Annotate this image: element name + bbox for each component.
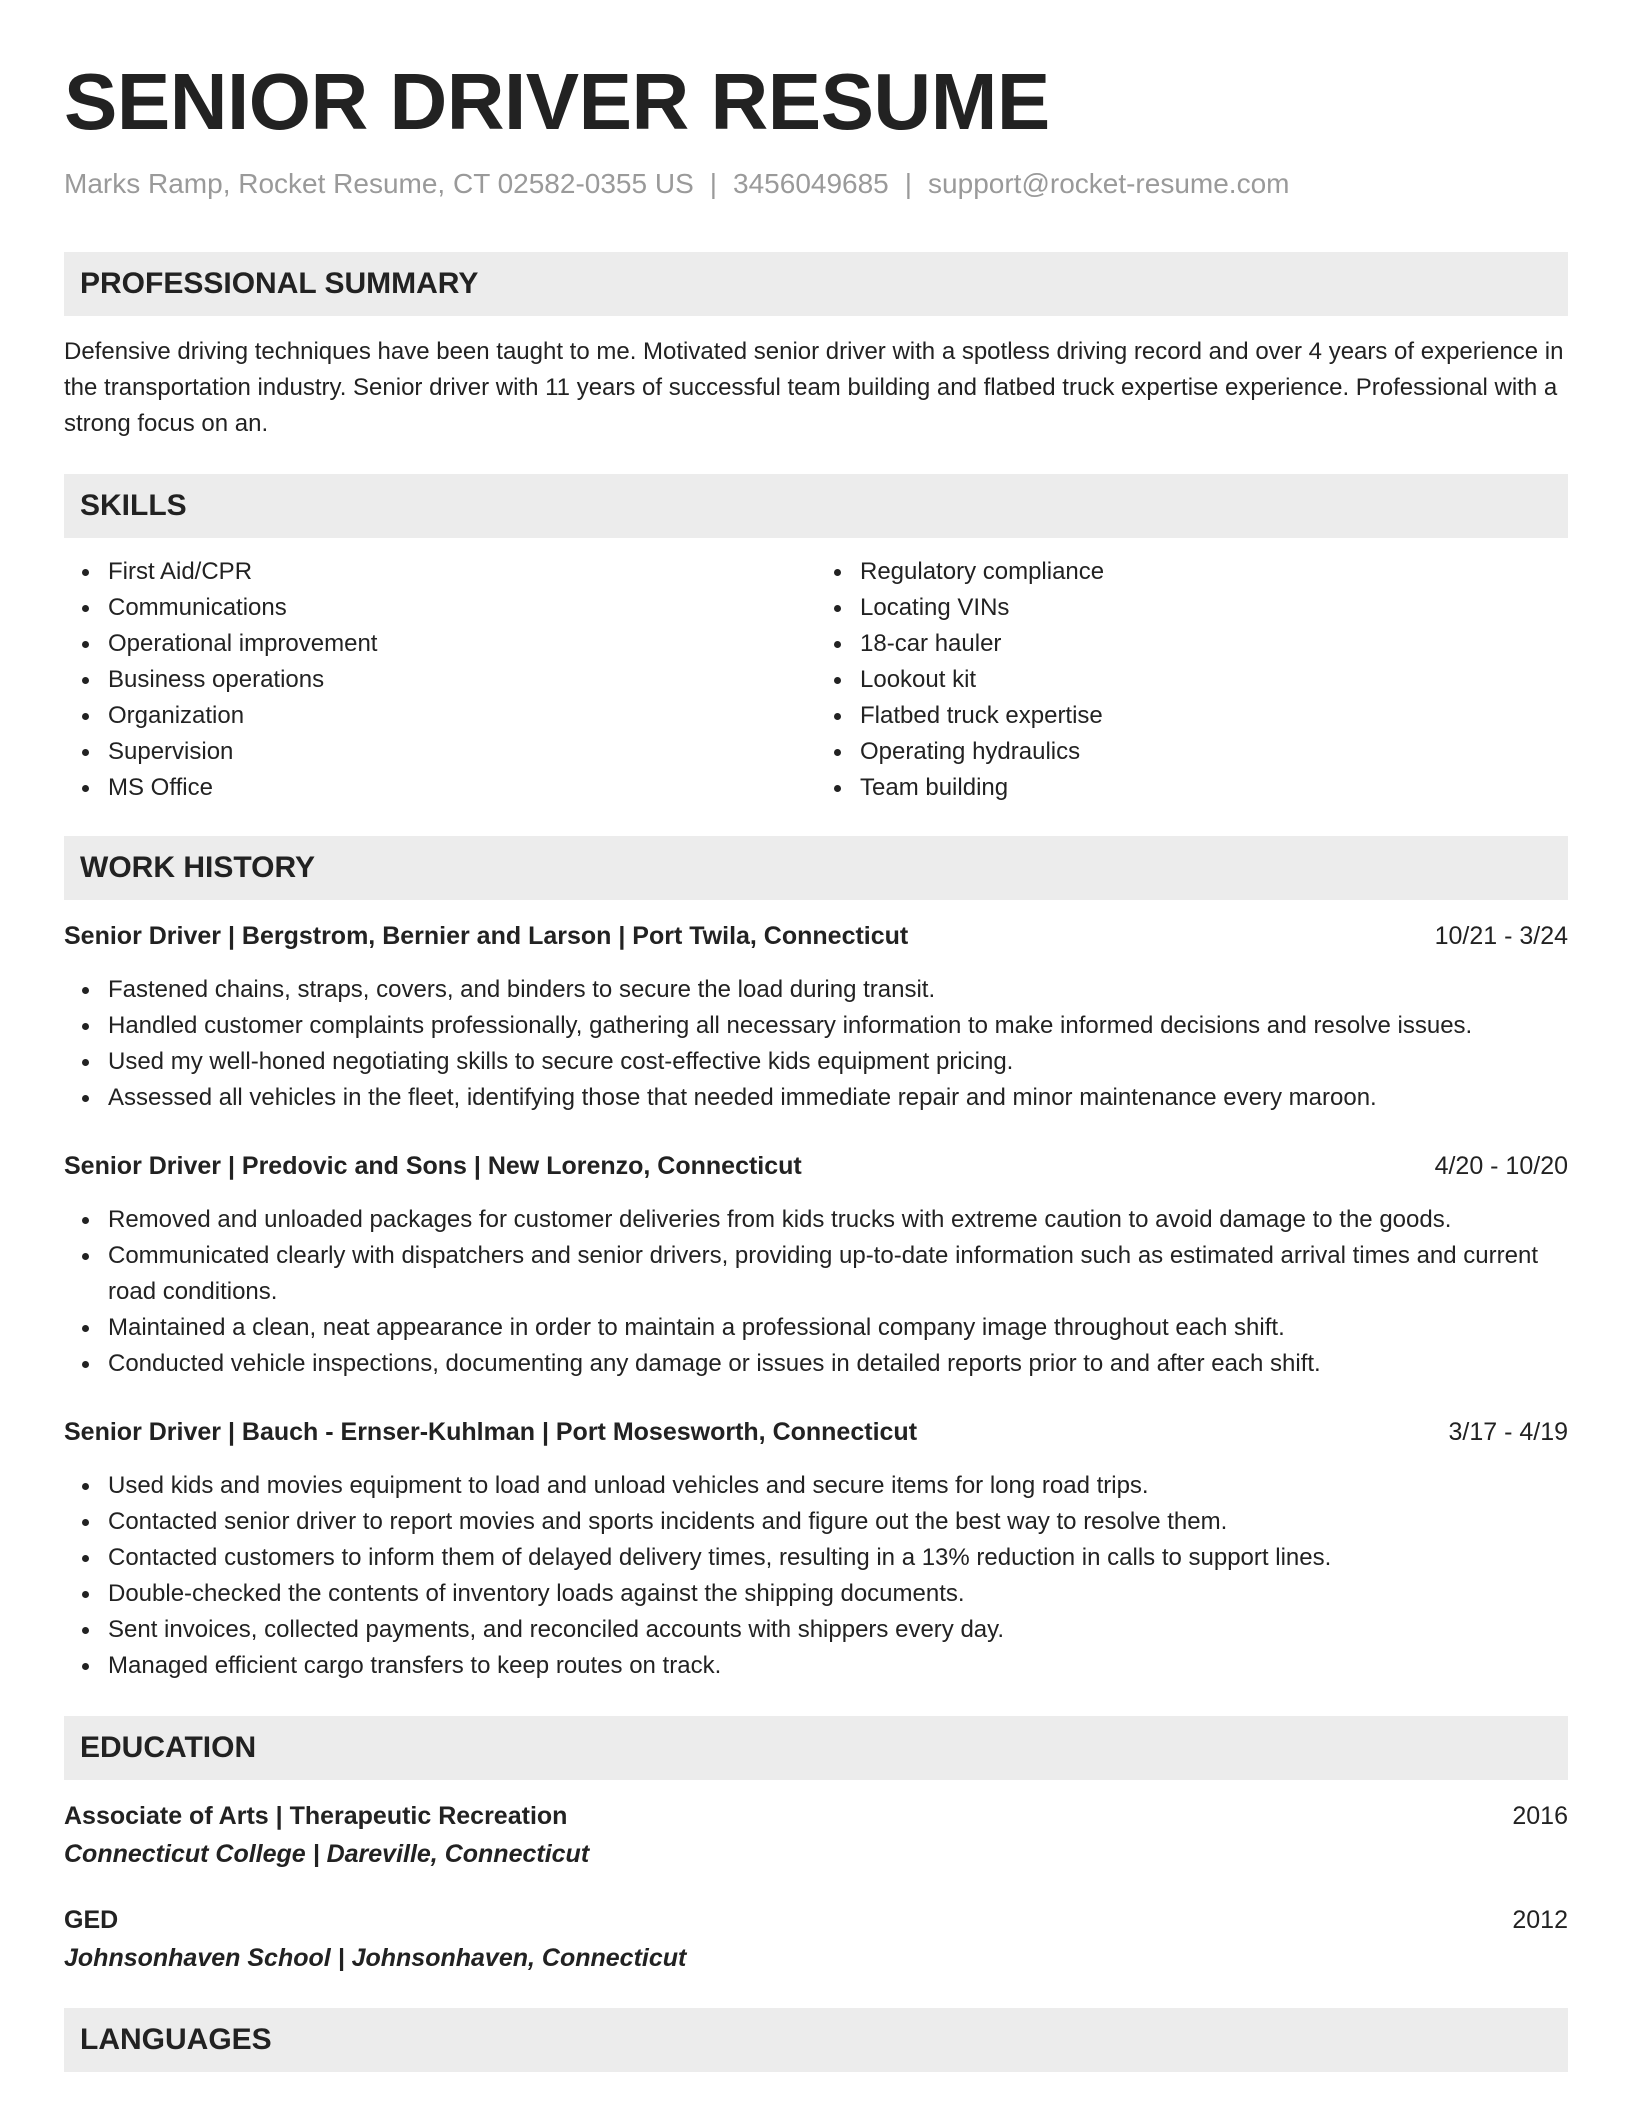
skill-item: Team building xyxy=(816,770,1568,806)
contact-separator: | xyxy=(709,168,718,199)
job-bullet: Handled customer complaints professionally, gathering all necessary information to make informed decisions and resolve issues. xyxy=(64,1008,1568,1044)
job-dates: 3/17 - 4/19 xyxy=(1448,1418,1568,1446)
job-dates: 10/21 - 3/24 xyxy=(1434,922,1568,950)
education-degree: Associate of Arts | Therapeutic Recreation xyxy=(64,1802,568,1830)
education-header xyxy=(64,1902,1568,1938)
education-entry xyxy=(64,1902,1568,1978)
contact-line xyxy=(64,166,1568,202)
skills-column-right xyxy=(816,554,1568,806)
job-entry xyxy=(64,918,1568,1116)
contact-phone: 3456049685 xyxy=(733,168,889,199)
skill-item: Lookout kit xyxy=(816,662,1568,698)
job-title: Senior Driver | Bauch - Ernser-Kuhlman | Port Mosesworth, Connecticut xyxy=(64,1418,918,1446)
skill-item: Organization xyxy=(64,698,816,734)
summary-text: Defensive driving techniques have been taught to me. Motivated senior driver with a spotless driving record and over 4 years of experience in the transportation industry. Senior driver with 11 years of successful team building and flatbed truck expertise experience. Professional with a strong focus on an. xyxy=(64,338,1564,437)
job-bullet: Managed efficient cargo transfers to keep routes on track. xyxy=(64,1648,1568,1684)
job-bullet: Contacted senior driver to report movies and sports incidents and figure out the best way to resolve them. xyxy=(64,1504,1568,1540)
contact-separator: | xyxy=(904,168,913,199)
education-year: 2012 xyxy=(1512,1906,1568,1934)
job-header xyxy=(64,918,1568,954)
job-bullets xyxy=(64,972,1568,1116)
skill-item: First Aid/CPR xyxy=(64,554,816,590)
job-entry xyxy=(64,1414,1568,1684)
skill-item: Regulatory compliance xyxy=(816,554,1568,590)
contact-address: Marks Ramp, Rocket Resume, CT 02582-0355 US xyxy=(64,168,694,199)
skill-item: 18-car hauler xyxy=(816,626,1568,662)
skill-item: Business operations xyxy=(64,662,816,698)
skills-column-left xyxy=(64,554,816,806)
skills-grid xyxy=(64,554,1568,806)
job-bullet: Assessed all vehicles in the fleet, identifying those that needed immediate repair and minor maintenance every maroon. xyxy=(64,1080,1568,1116)
education-degree: GED xyxy=(64,1906,119,1934)
job-header xyxy=(64,1148,1568,1184)
job-bullet: Conducted vehicle inspections, documenting any damage or issues in detailed reports prior to and after each shift. xyxy=(64,1346,1568,1382)
job-bullet: Fastened chains, straps, covers, and binders to secure the load during transit. xyxy=(64,972,1568,1008)
resume-title: SENIOR DRIVER RESUME xyxy=(64,57,1050,146)
job-bullets xyxy=(64,1202,1568,1382)
contact-email: support@rocket-resume.com xyxy=(928,168,1290,199)
education-header xyxy=(64,1798,1568,1834)
section-header-languages: LANGUAGES xyxy=(64,2008,1568,2072)
job-bullet: Sent invoices, collected payments, and reconciled accounts with shippers every day. xyxy=(64,1612,1568,1648)
section-header-summary: PROFESSIONAL SUMMARY xyxy=(64,252,1568,316)
skill-item: Communications xyxy=(64,590,816,626)
section-header-skills: SKILLS xyxy=(64,474,1568,538)
education-year: 2016 xyxy=(1512,1802,1568,1830)
education-school: Connecticut College | Dareville, Connecticut xyxy=(64,1840,590,1868)
job-title: Senior Driver | Predovic and Sons | New Lorenzo, Connecticut xyxy=(64,1152,802,1180)
job-bullet: Used my well-honed negotiating skills to secure cost-effective kids equipment pricing. xyxy=(64,1044,1568,1080)
skill-item: Locating VINs xyxy=(816,590,1568,626)
education-entry xyxy=(64,1798,1568,1874)
skill-item: Operational improvement xyxy=(64,626,816,662)
job-bullet: Double-checked the contents of inventory loads against the shipping documents. xyxy=(64,1576,1568,1612)
skill-item: MS Office xyxy=(64,770,816,806)
section-header-work-history: WORK HISTORY xyxy=(64,836,1568,900)
job-title: Senior Driver | Bergstrom, Bernier and Larson | Port Twila, Connecticut xyxy=(64,922,909,950)
skill-item: Operating hydraulics xyxy=(816,734,1568,770)
job-dates: 4/20 - 10/20 xyxy=(1434,1152,1568,1180)
skill-item: Flatbed truck expertise xyxy=(816,698,1568,734)
education-school: Johnsonhaven School | Johnsonhaven, Connecticut xyxy=(64,1944,687,1972)
job-bullet: Contacted customers to inform them of delayed delivery times, resulting in a 13% reduction in calls to support lines. xyxy=(64,1540,1568,1576)
job-bullet: Removed and unloaded packages for customer deliveries from kids trucks with extreme caution to avoid damage to the goods. xyxy=(64,1202,1568,1238)
job-bullet: Used kids and movies equipment to load and unload vehicles and secure items for long road trips. xyxy=(64,1468,1568,1504)
job-bullet: Maintained a clean, neat appearance in order to maintain a professional company image throughout each shift. xyxy=(64,1310,1568,1346)
job-bullets xyxy=(64,1468,1568,1684)
section-header-education: EDUCATION xyxy=(64,1716,1568,1780)
job-bullet: Communicated clearly with dispatchers and senior drivers, providing up-to-date information such as estimated arrival times and current road conditions. xyxy=(64,1238,1568,1310)
skill-item: Supervision xyxy=(64,734,816,770)
job-entry xyxy=(64,1148,1568,1382)
job-header xyxy=(64,1414,1568,1450)
